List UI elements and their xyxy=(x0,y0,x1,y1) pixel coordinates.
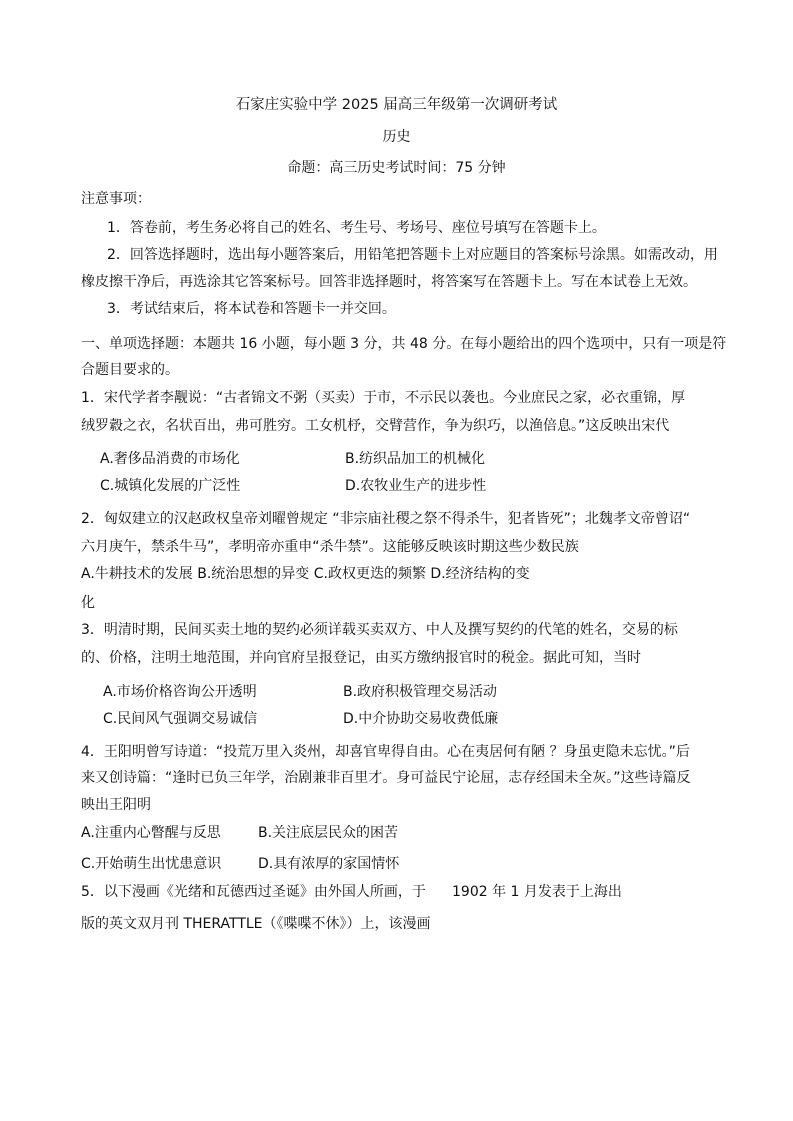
question-1-line-2: 绒罗縠之衣，名状百出，弗可胜穷。工女机杼，交臂营作，争为织巧，以渔倍息。”这反映出宋代 xyxy=(81,418,670,434)
question-3-option-b: B.政府积极管理交易活动 xyxy=(343,684,498,700)
question-4-line-3: 映出王阳明 xyxy=(81,797,151,813)
question-3-line-2: 的、价格，注明土地范围，并向官府呈报登记，由买方缴纳报官时的税金。据此可知，当时 xyxy=(81,650,641,666)
notice-heading: 注意事项： xyxy=(81,191,151,207)
question-3-option-a: A.市场价格咨询公开透明 xyxy=(103,684,257,700)
notice-item-1: 1．答卷前，考生务必将自己的姓名、考生号、考场号、座位号填写在答题卡上。 xyxy=(107,220,606,236)
question-4-line-1: 4．王阳明曾写诗道：“投荒万里入炎州，却喜官卑得自由。心在夷居何有陋 ？身虽吏隐未忘忧。”后 xyxy=(81,744,690,760)
question-3-line-1: 3．明清时期，民间买卖土地的契约必须详载买卖双方、中人及撰写契约的代笔的姓名，交易的标 xyxy=(81,622,678,638)
notice-item-2-line-2: 橡皮擦干净后，再选涂其它答案标号。回答非选择题时，将答案写在答题卡上。写在本试卷上无效。 xyxy=(81,274,697,290)
question-5-line-2: 版的英文双月刊 THERATTLE（《喋喋不休》）上，该漫画 xyxy=(81,916,431,932)
question-1-line-1: 1．宋代学者李觏说：“古者锦文不粥（买卖）于市，不示民以袭也。今业庶民之家，必衣重锦，厚 xyxy=(81,390,686,406)
question-4-option-d: D.具有浓厚的家国情怀 xyxy=(258,856,400,872)
exam-subject: 历史 xyxy=(382,129,411,145)
section-heading-line-1: 一、单项选择题：本题共 16 小题，每小题 3 分，共 48 分。在每小题给出的四个选项中，只有一项是符 xyxy=(81,336,727,352)
question-1-option-d: D.农牧业生产的进步性 xyxy=(345,478,487,494)
question-4-option-a: A.注重内心瞥醒与反思 xyxy=(81,825,221,841)
question-4-option-c: C.开始萌生出忧患意识 xyxy=(81,856,222,872)
question-2-line-2: 六月庚午，禁杀牛马”，孝明帝亦重申“杀牛禁”。这能够反映该时期这些少数民族 xyxy=(81,539,579,555)
question-3-option-d: D.中介协助交易收费低廉 xyxy=(343,711,499,727)
question-2-options-wrap: 化 xyxy=(81,595,95,611)
question-5-line-1-part-2: 1902 年 1 月发表于上海出 xyxy=(452,884,622,900)
question-3-option-c: C.民间风气强调交易诚信 xyxy=(103,711,258,727)
exam-meta: 命题：高三历史考试时间：75 分钟 xyxy=(287,160,506,176)
question-5-line-1-part-1: 5．以下漫画《光绪和瓦德西过圣诞》由外国人所画，于 xyxy=(81,884,426,900)
question-4-line-2: 来又创诗篇：“逢时已负三年学，治剧兼非百里才。身可益民宁论屈，志存经国未全灰。”这些诗篇反 xyxy=(81,770,691,786)
question-1-option-b: B.纺织品加工的机械化 xyxy=(345,451,486,467)
exam-title: 石家庄实验中学 2025 届高三年级第一次调研考试 xyxy=(235,97,558,113)
question-1-option-c: C.城镇化发展的广泛性 xyxy=(100,478,241,494)
question-4-option-b: B.关注底层民众的困苦 xyxy=(258,825,399,841)
notice-item-2-line-1: 2．回答选择题时，选出每小题答案后，用铅笔把答题卡上对应题目的答案标号涂黑。如需改动，用 xyxy=(107,247,718,263)
section-heading-line-2: 合题目要求的。 xyxy=(81,362,179,378)
notice-item-3: 3．考试结束后，将本试卷和答题卡一并交回。 xyxy=(107,301,396,317)
question-2-options: A.牛耕技术的发展 B.统治思想的异变 C.政权更迭的频繁 D.经济结构的变 xyxy=(81,566,530,582)
question-2-line-1: 2．匈奴建立的汉赵政权皇帝刘曜曾规定 “非宗庙社稷之祭不得杀牛，犯者皆死”；北魏孝文帝曾诏“ xyxy=(81,511,691,527)
question-1-option-a: A.奢侈品消费的市场化 xyxy=(100,451,240,467)
